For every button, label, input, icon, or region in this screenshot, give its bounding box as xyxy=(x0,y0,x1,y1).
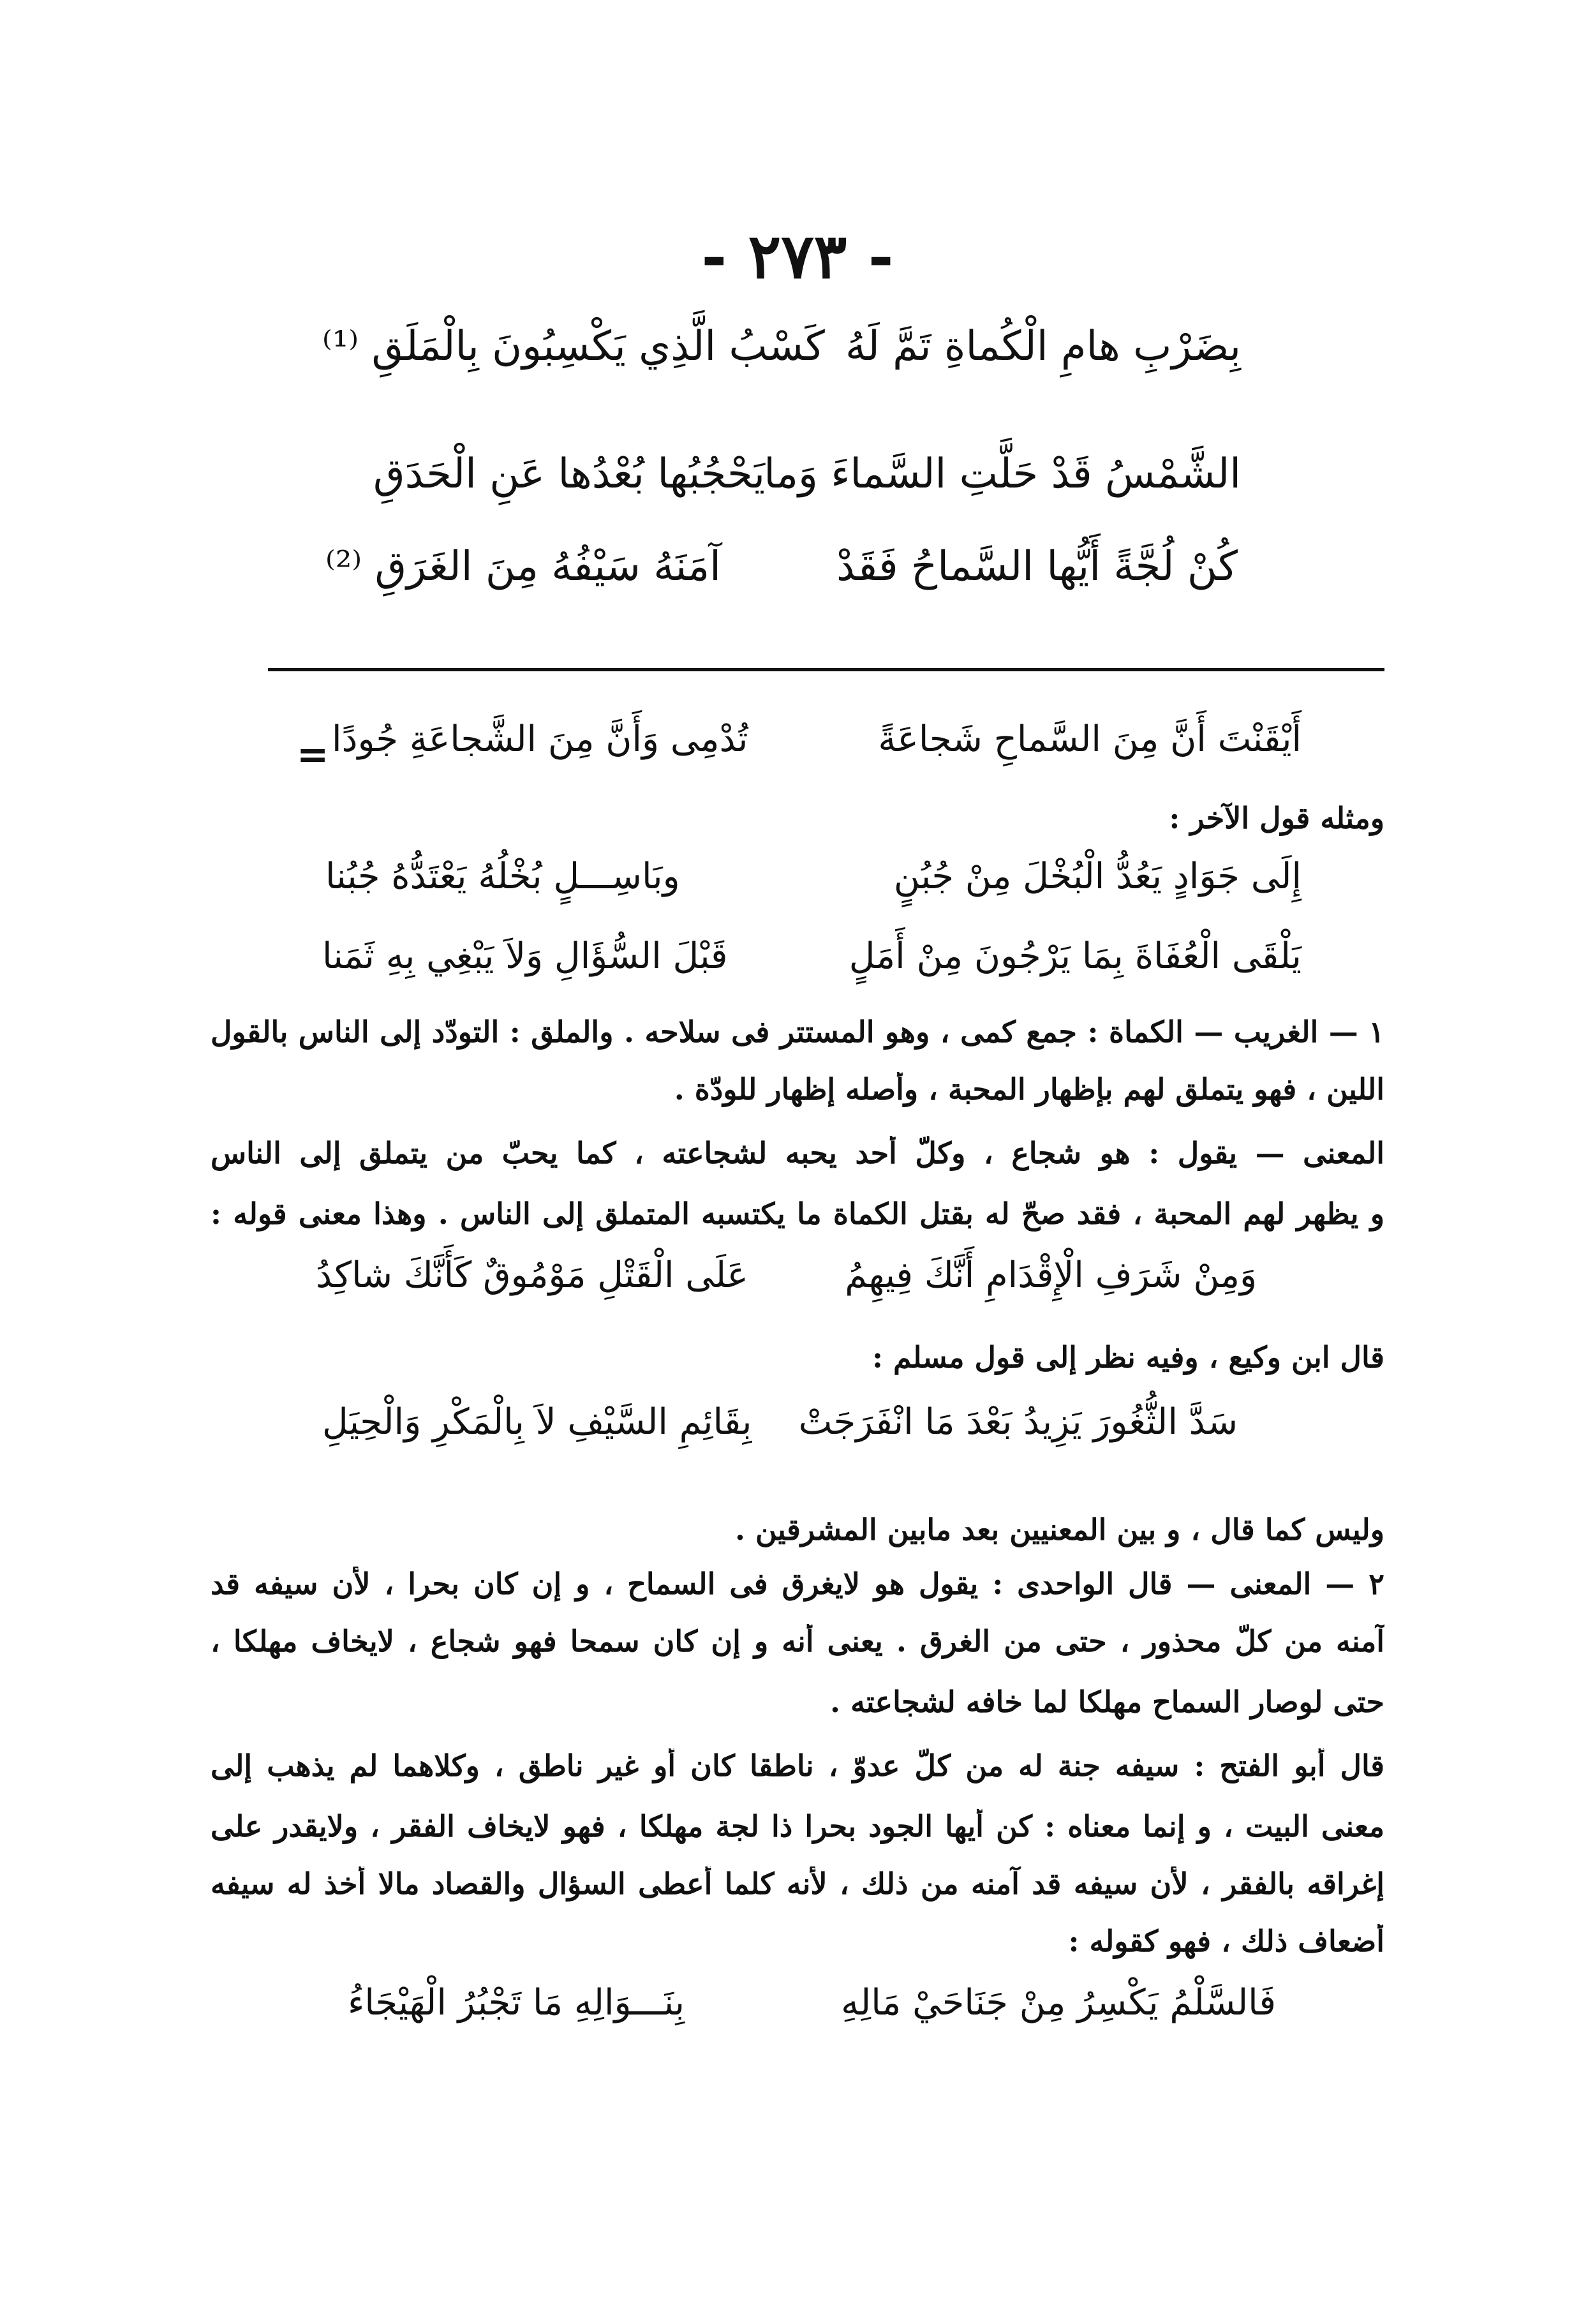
continuation-mark: = xyxy=(297,733,329,777)
footnote-2-line-2: آمنه من كلّ محذور ، حتى من الغرق . يعنى أنه و إن كان سمحا فهو شجاع ، لايخاف مهلكا ، xyxy=(211,1624,1384,1658)
note-verse-f xyxy=(348,1981,1276,2032)
note-verse-b-second: وبَاسِـــلٍ بُخْلُهُ يَعْتَدُّهُ جُبُنا xyxy=(325,856,680,897)
page-number: - ٢٧٣ - xyxy=(701,220,894,292)
note-verse-d-second: عَلَى الْقَتْلِ مَوْمُوقٌ كَأَنَّكَ شاكِدُ xyxy=(316,1255,748,1296)
verse-1-second-hemistich: كَسْبُ الَّذِي يَكْسِبُونَ بِالْمَلَقِ ⁽¹⁾ xyxy=(322,323,825,370)
note-verse-f-second: بِنَـــوَالِهِ مَا تَجْبُرُ الْهَيْجَاءُ xyxy=(348,1982,685,2023)
verse-3-first-hemistich: كُنْ لُجَّةً أَيُّها السَّماحُ فَقَدْ xyxy=(836,543,1238,590)
footnote-2-abulfath-line-4: أضعاف ذلك ، فهو كقوله : xyxy=(1068,1924,1384,1958)
note-verse-c xyxy=(322,935,1302,986)
note-verse-c-first: يَلْقَى الْعُفَاةَ بِمَا يَرْجُونَ مِنْ أَمَلٍ xyxy=(849,935,1302,977)
note-verse-a-first: أَيْقَنْتَ أَنَّ مِنَ السَّماحِ شَجاعَةً xyxy=(878,719,1302,760)
note-verse-c-second: قَبْلَ السُّؤَالِ وَلاَ يَبْغِي بِهِ ثَمَنا xyxy=(322,935,728,977)
footnote-1-meaning-line-1: المعنى — يقول : هو شجاع ، وكلّ أحد يحبه لشجاعته ، كما يحبّ من يتملق إلى الناس xyxy=(211,1136,1384,1170)
note-verse-e-second: بِقَائِمِ السَّيْفِ لاَ بِالْمَكْرِ وَالْحِيَلِ xyxy=(322,1401,752,1443)
poem-verse-2 xyxy=(373,450,1241,507)
footnote-1-line-1: ١ — الغريب — الكماة : جمع كمى ، وهو المستتر فى سلاحه . والملق : التودّد إلى الناس بالقول xyxy=(211,1015,1384,1049)
footnote-2-abulfath-line-3: إغراقه بالفقر ، لأن سيفه قد آمنه من ذلك ، لأنه كلما أعطى السؤال والقصاد مالا أخذ له سيفه xyxy=(211,1866,1384,1901)
note-verse-d xyxy=(316,1254,1257,1305)
footnote-2-abulfath-line-1: قال أبو الفتح : سيفه جنة له من كلّ عدوّ ، ناطقا كان أو غير ناطق ، وكلاهما لم يذهب إلى xyxy=(211,1748,1384,1783)
note-line-a: ومثله قول الآخر : xyxy=(1169,801,1384,835)
footnote-2-abulfath-line-2: معنى البيت ، و إنما معناه : كن أيها الجود بحرا ذا لجة مهلكا ، فهو لايخاف الفقر ، ولايقدر على xyxy=(211,1809,1384,1844)
verse-2-first-hemistich: الشَّمْسُ قَدْ حَلَّتِ السَّماءَ وَما xyxy=(764,451,1241,498)
note-verse-a xyxy=(332,718,1302,769)
note-verse-d-first: وَمِنْ شَرَفِ الْإِقْدَامِ أَنَّكَ فِيهِمُ xyxy=(845,1255,1257,1296)
footnote-1-meaning-line-2: و يظهر لهم المحبة ، فقد صحّ له بقتل الكماة ما يكتسبه المتملق إلى الناس . وهذا معنى قوله : xyxy=(211,1196,1384,1231)
footnote-2-line-3: حتى لوصار السماح مهلكا لما خافه لشجاعته . xyxy=(830,1685,1384,1719)
note-verse-b xyxy=(325,855,1302,906)
note-verse-e-first: سَدَّ الثُّغُورَ يَزِيدُ بَعْدَ مَا انْفَرَجَتْ xyxy=(798,1401,1238,1443)
poem-verse-1 xyxy=(322,322,1241,380)
verse-1-first-hemistich: بِضَرْبِ هامِ الْكُماةِ تَمَّ لَهُ xyxy=(845,323,1241,370)
footnote-2-line-1: ٢ — المعنى — قال الواحدى : يقول هو لايغرق فى السماح ، و إن كان بحرا ، لأن سيفه قد xyxy=(211,1567,1384,1601)
note-line-d: قال ابن وكيع ، وفيه نظر إلى قول مسلم : xyxy=(872,1340,1384,1374)
poem-verse-3 xyxy=(325,542,1238,600)
note-verse-e xyxy=(322,1401,1238,1452)
note-verse-a-second: تُدْمِى وَأَنَّ مِنَ الشَّجاعَةِ جُودًا xyxy=(332,719,748,760)
footnote-1-line-2: اللين ، فهو يتملق لهم بإظهار المحبة ، وأصله إظهار للودّة . xyxy=(674,1072,1384,1106)
footnote-divider xyxy=(268,668,1384,671)
verse-3-second-hemistich: آمَنَهُ سَيْفُهُ مِنَ الغَرَقِ ⁽²⁾ xyxy=(325,543,721,590)
note-line-e: وليس كما قال ، و بين المعنيين بعد مابين المشرقين . xyxy=(734,1512,1384,1547)
note-verse-b-first: إِلَى جَوَادٍ يَعُدُّ الْبُخْلَ مِنْ جُبُنٍ xyxy=(893,856,1302,897)
verse-2-second-hemistich: يَحْجُبُها بُعْدُها عَنِ الْحَدَقِ xyxy=(373,451,766,498)
note-verse-f-first: فَالسَّلْمُ يَكْسِرُ مِنْ جَنَاحَيْ مَالِهِ xyxy=(841,1982,1276,2023)
